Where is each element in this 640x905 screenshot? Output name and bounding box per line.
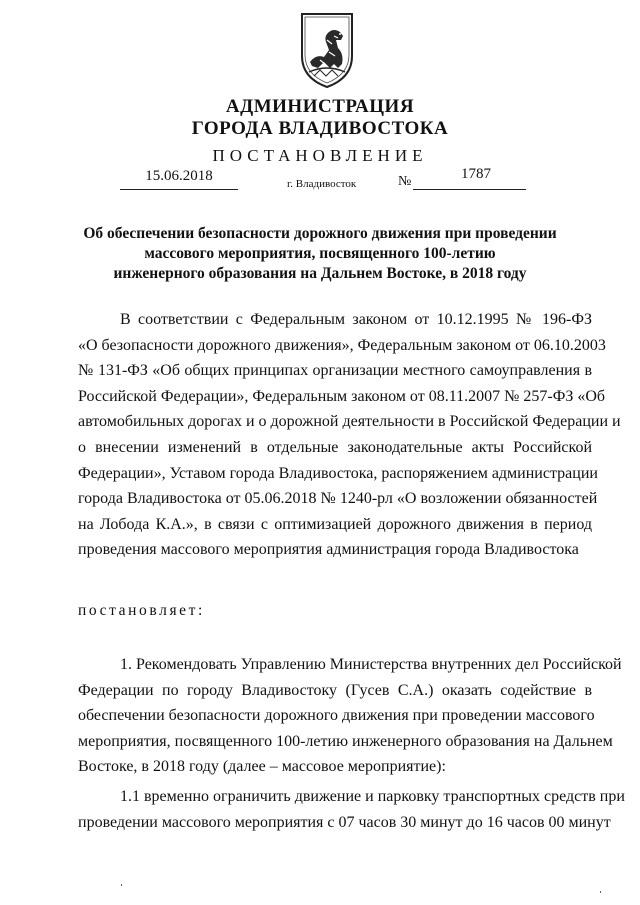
text-line: мероприятия, посвященного 100-летию инженерного образования на Дальнем [78, 732, 613, 750]
preamble-paragraph [78, 307, 621, 563]
item-1-paragraph [78, 652, 622, 780]
document-number: 1787 [413, 166, 526, 190]
text-line: проведения массового мероприятия администрация города Владивостока [78, 541, 579, 559]
text-line: Федерации по городу Владивостоку (Гусев С.А.) оказать содействие в [78, 681, 592, 699]
title-line: инженерного образования на Дальнем Востоке, в 2018 году [113, 265, 527, 282]
text-line: № 131-ФЗ «Об общих принципах организации местного самоуправления в [78, 362, 592, 380]
document-city: г. Владивосток [287, 178, 357, 190]
text-line: на Лобода К.А.», в связи с оптимизацией дорожного движения в период [78, 515, 592, 533]
item-1-1-paragraph [78, 784, 625, 835]
org-name-line1: АДМИНИСТРАЦИЯ [225, 96, 415, 117]
text-line: Федерации», Уставом города Владивостока, распоряжением администрации [78, 464, 598, 482]
text-line: обеспечении безопасности дорожного движения при проведении массового [78, 707, 595, 725]
scan-mark [121, 884, 122, 886]
text-line: Российской Федерации», Федеральным законом от 08.11.2007 № 257-ФЗ «Об [78, 387, 606, 405]
text-line: 1.1 временно ограничить движение и парковку транспортных средств при [120, 788, 625, 805]
title-line: массового мероприятия, посвященного 100-летию [144, 245, 496, 262]
text-line: 1. Рекомендовать Управлению Министерства внутренних дел Российской [120, 656, 622, 673]
scan-mark [600, 891, 601, 893]
coat-of-arms-emblem [296, 10, 358, 90]
text-line: проведении массового мероприятия с 07 часов 30 минут до 16 часов 00 минут [78, 813, 611, 831]
text-line: города Владивостока от 05.06.2018 № 1240-рл «О возложении обязанностей [78, 490, 598, 508]
text-line: «О безопасности дорожного движения», Федеральным законом от 06.10.2003 [78, 336, 606, 354]
text-line: В соответствии с Федеральным законом от 10.12.1995 № 196-ФЗ [120, 311, 592, 328]
decree-word: постановляет: [78, 602, 205, 619]
document-date: 15.06.2018 [120, 168, 238, 190]
title-line: Об обеспечении безопасности дорожного движения при проведении [83, 225, 557, 242]
number-label: № [398, 174, 412, 189]
document-type: ПОСТАНОВЛЕНИЕ [212, 146, 428, 165]
text-line: Востоке, в 2018 году (далее – массовое мероприятие): [78, 758, 446, 776]
org-name-line2: ГОРОДА ВЛАДИВОСТОКА [191, 118, 449, 139]
document-title [60, 224, 580, 284]
text-line: о внесении изменений в отдельные законодательные акты Российской [78, 438, 592, 456]
text-line: автомобильных дорогах и о дорожной деятельности в Российской Федерации и [78, 413, 621, 431]
